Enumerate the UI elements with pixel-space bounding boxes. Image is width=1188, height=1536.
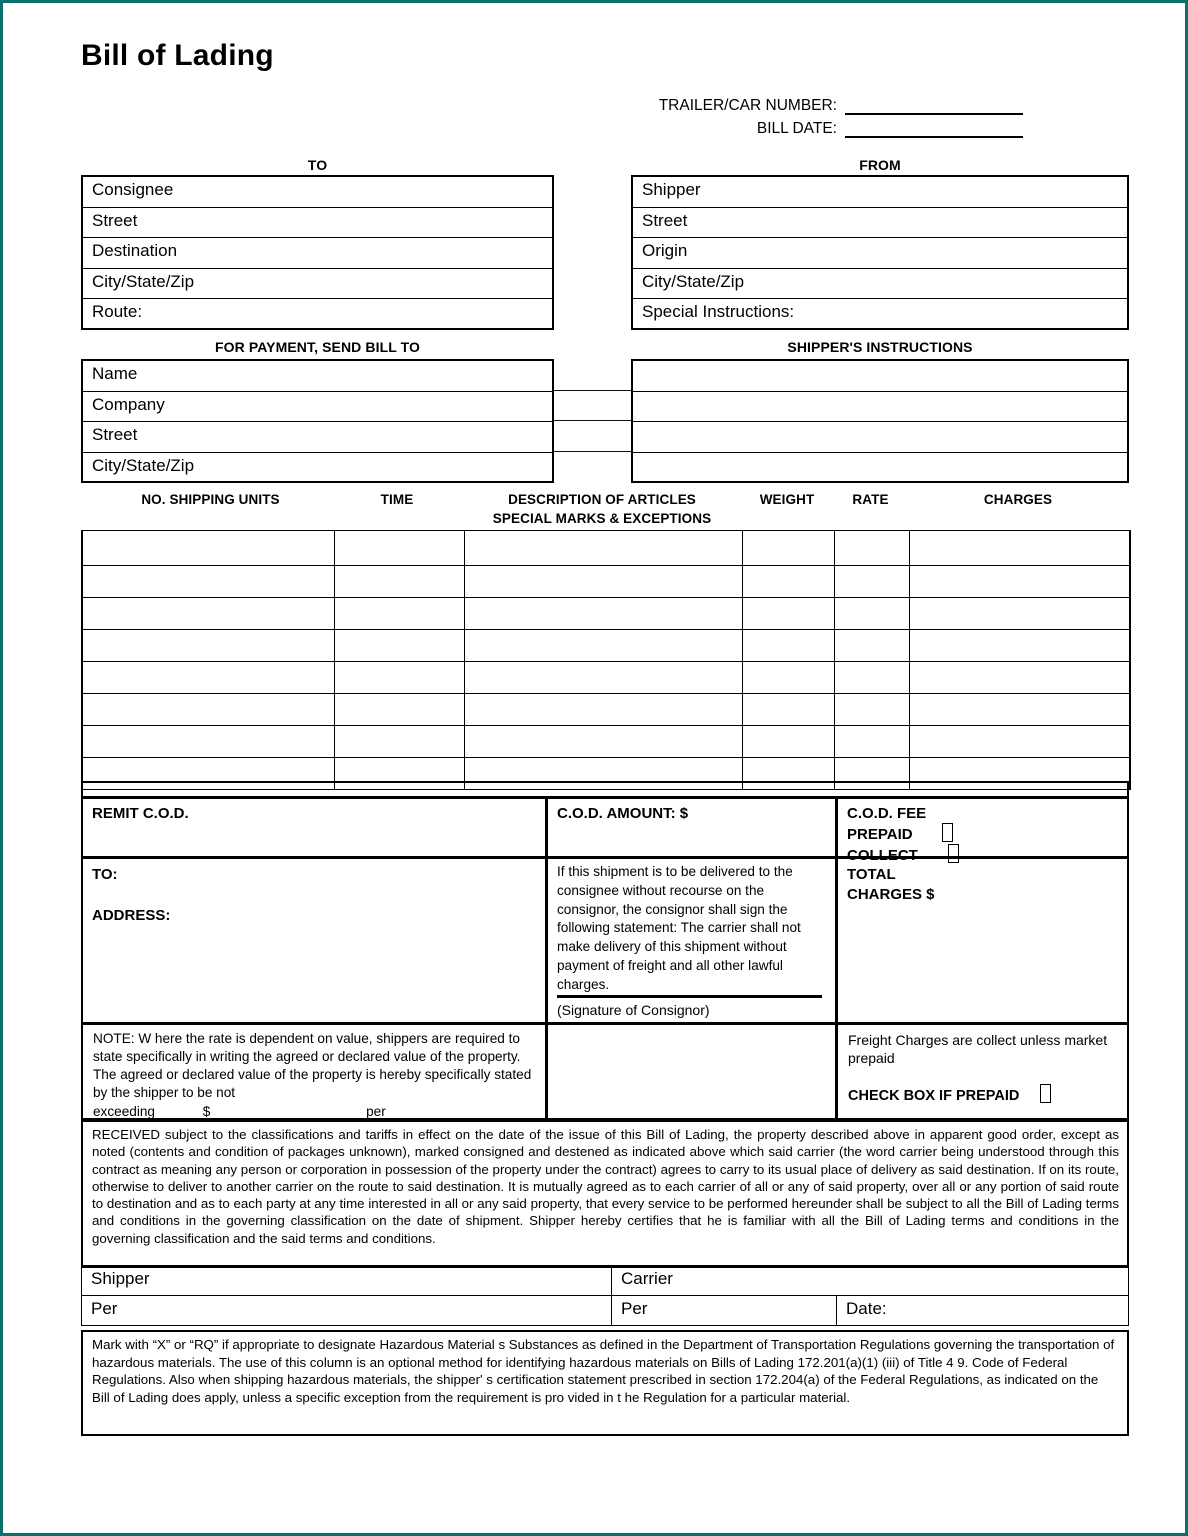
freight-charges-cell	[836, 1023, 1129, 1120]
col-header-special-marks-exceptions: SPECIAL MARKS & EXCEPTIONS	[492, 511, 712, 526]
date-label: Date:	[846, 1299, 887, 1318]
table-row[interactable]	[82, 531, 1130, 566]
payment-field-company[interactable]: Company	[83, 392, 552, 423]
cod-address-label: ADDRESS:	[92, 907, 171, 925]
consignor-signature-line[interactable]	[557, 995, 822, 998]
from-block	[631, 175, 1129, 330]
col-header-weight: WEIGHT	[759, 492, 815, 507]
articles-table	[81, 530, 1131, 790]
shipper-instructions-line-2[interactable]	[633, 392, 1127, 423]
col-header-description-of-articles: DESCRIPTION OF ARTICLES	[508, 492, 696, 507]
from-field-street[interactable]: Street	[633, 208, 1127, 239]
payment-field-name[interactable]: Name	[83, 361, 552, 392]
consignor-signature-caption: (Signature of Consignor)	[557, 1002, 710, 1019]
carrier-per-cell[interactable]	[611, 1295, 837, 1326]
cod-fee-cell	[836, 796, 1129, 865]
shipper-signature-cell[interactable]	[81, 1265, 612, 1296]
cod-amount-label: C.O.D. AMOUNT: $	[557, 805, 689, 822]
note-dollar-sign: $	[202, 1104, 211, 1120]
recourse-statement-cell	[546, 857, 837, 1024]
note-per-label: per	[366, 1104, 386, 1120]
from-field-shipper[interactable]: Shipper	[633, 177, 1127, 208]
carrier-per-label: Per	[621, 1299, 648, 1318]
trailer-car-number-input[interactable]	[845, 98, 1023, 115]
shipper-instructions-line-1[interactable]	[633, 361, 1127, 392]
to-field-route[interactable]: Route:	[92, 302, 143, 321]
note-exceeding-row	[93, 1103, 537, 1120]
shipper-per-cell[interactable]	[81, 1295, 612, 1326]
total-charges-cell[interactable]	[836, 857, 1129, 1024]
page-title: Bill of Lading	[81, 39, 274, 72]
trailer-car-number-label: TRAILER/CAR NUMBER:	[658, 97, 837, 114]
bill-date-label: BILL DATE:	[756, 120, 837, 137]
payment-block	[81, 359, 554, 483]
date-cell[interactable]	[836, 1295, 1129, 1326]
table-row[interactable]	[82, 662, 1130, 694]
shipper-per-label: Per	[91, 1299, 118, 1318]
table-row[interactable]	[82, 630, 1130, 662]
check-prepaid-checkbox[interactable]	[1040, 1084, 1051, 1103]
hazmat-paragraph: Mark with “X” or “RQ” if appropriate to designate Hazardous Material s Substances as defined in the Department of Transportation Regulations governing the transportation of hazardous materials. The use of this column is an optional method for identifying hazardous materials on Bills of Lading 172.201(a)(1) (iii) of Title 4 9. Code of Federal Regulations. Also when shipping hazardous materials, the shipper' s certification statement prescribed in section 172.204(a) of the Federal Regulations, as indicated on the Bill of Lading does apply, unless a specific exception from the requirement is pro vided in t he Regulation for a particular material.	[81, 1330, 1129, 1436]
from-field-special-instructions[interactable]: Special Instructions:	[642, 302, 795, 321]
col-header-no-shipping-units: NO. SHIPPING UNITS	[141, 492, 280, 507]
block-connector-3	[554, 451, 631, 452]
shipper-signature-label: Shipper	[91, 1269, 150, 1288]
to-section-caption: TO	[307, 157, 328, 173]
shipper-instructions-block	[631, 359, 1129, 483]
cod-prepaid-row	[847, 823, 1119, 844]
col-header-rate: RATE	[852, 492, 889, 507]
note-middle-blank-cell[interactable]	[546, 1023, 837, 1120]
payment-section-caption: FOR PAYMENT, SEND BILL TO	[214, 339, 420, 355]
total-charges-label-line1: TOTAL	[847, 866, 896, 883]
note-text: NOTE: W here the rate is dependent on value, shippers are required to state specifically in writing the agreed or declared value of the property. The agreed or declared value of the property is hereby specifically stated by the shipper to be not	[93, 1031, 532, 1101]
to-block	[81, 175, 554, 330]
to-field-city-state-zip[interactable]: City/State/Zip	[83, 269, 552, 300]
recourse-statement-text: If this shipment is to be delivered to the consignee without recourse on the consignor, the consignor shall sign the following statement: The carrier shall not make delivery of this shipment without payment of freight and all other lawful charges.	[557, 864, 801, 992]
block-connector-1	[554, 390, 631, 391]
col-header-charges: CHARGES	[983, 492, 1053, 507]
payment-field-street[interactable]: Street	[83, 422, 552, 453]
note-exceeding-label: exceeding	[93, 1104, 155, 1120]
table-row[interactable]	[82, 566, 1130, 598]
cod-to-label: TO:	[92, 866, 118, 883]
table-row[interactable]	[82, 694, 1130, 726]
to-field-consignee[interactable]: Consignee	[83, 177, 552, 208]
bill-date-row	[563, 120, 1023, 138]
shipper-instructions-line-3[interactable]	[633, 422, 1127, 453]
from-field-origin[interactable]: Origin	[633, 238, 1127, 269]
articles-table-body	[82, 531, 1130, 790]
table-row[interactable]	[82, 598, 1130, 630]
payment-field-city-state-zip[interactable]: City/State/Zip	[92, 455, 195, 475]
col-header-time: TIME	[380, 492, 414, 507]
block-connector-2	[554, 420, 631, 421]
from-section-caption: FROM	[859, 157, 901, 173]
to-field-destination[interactable]: Destination	[83, 238, 552, 269]
trailer-car-number-row	[563, 97, 1023, 115]
header-fields	[563, 97, 1023, 143]
carrier-signature-label: Carrier	[621, 1269, 673, 1288]
check-prepaid-row	[848, 1084, 1119, 1106]
to-field-street[interactable]: Street	[83, 208, 552, 239]
cod-to-address-cell[interactable]	[81, 857, 547, 1024]
shipper-instructions-caption: SHIPPER'S INSTRUCTIONS	[787, 339, 973, 355]
from-field-city-state-zip[interactable]: City/State/Zip	[633, 269, 1127, 300]
cod-amount-cell[interactable]	[546, 796, 837, 858]
carrier-signature-cell[interactable]	[611, 1265, 1129, 1296]
cod-prepaid-label: PREPAID	[847, 826, 913, 844]
remit-cod-label: REMIT C.O.D.	[92, 805, 189, 822]
bill-date-input[interactable]	[845, 121, 1023, 138]
freight-charges-text: Freight Charges are collect unless market prepaid	[848, 1032, 1108, 1067]
remit-cod-cell[interactable]	[81, 796, 547, 858]
received-paragraph: RECEIVED subject to the classifications and tariffs in effect on the date of the issue of this Bill of Lading, the property described above in apparent good order, except as noted (contents and condition of packages unknown), marked consigned and destened as indicated above which said carrier (the word carrier being understood through this contract as meaning any person or corporation in possession of the property under the contract) agrees to carry to its usual place of delivery as said destination. If on its route, otherwise to deliver to another carrier on the route to said destination. It is mutually agreed as to each carrier of all or any of said property, over all or any portion of said route to destination and as to each party at any time interested in all or any said property, that every service to be performed hereunder shall be subject to all the Bill of Lading terms and conditions in the governing classification on the date of shipment. Shipper hereby certifies that he is familiar with all the Bill of Lading terms and conditions in the governing classification and the said terms and conditions.	[81, 1120, 1129, 1268]
cod-prepaid-checkbox[interactable]	[942, 823, 953, 842]
check-prepaid-label: CHECK BOX IF PREPAID	[848, 1088, 1020, 1105]
cod-collect-label: COLLECT	[847, 847, 918, 865]
total-charges-label-line2: CHARGES $	[847, 885, 935, 903]
note-cell	[81, 1023, 547, 1120]
shipper-instructions-line-4[interactable]	[633, 453, 1127, 484]
cod-fee-label: C.O.D. FEE	[847, 805, 927, 822]
table-row[interactable]	[82, 726, 1130, 758]
